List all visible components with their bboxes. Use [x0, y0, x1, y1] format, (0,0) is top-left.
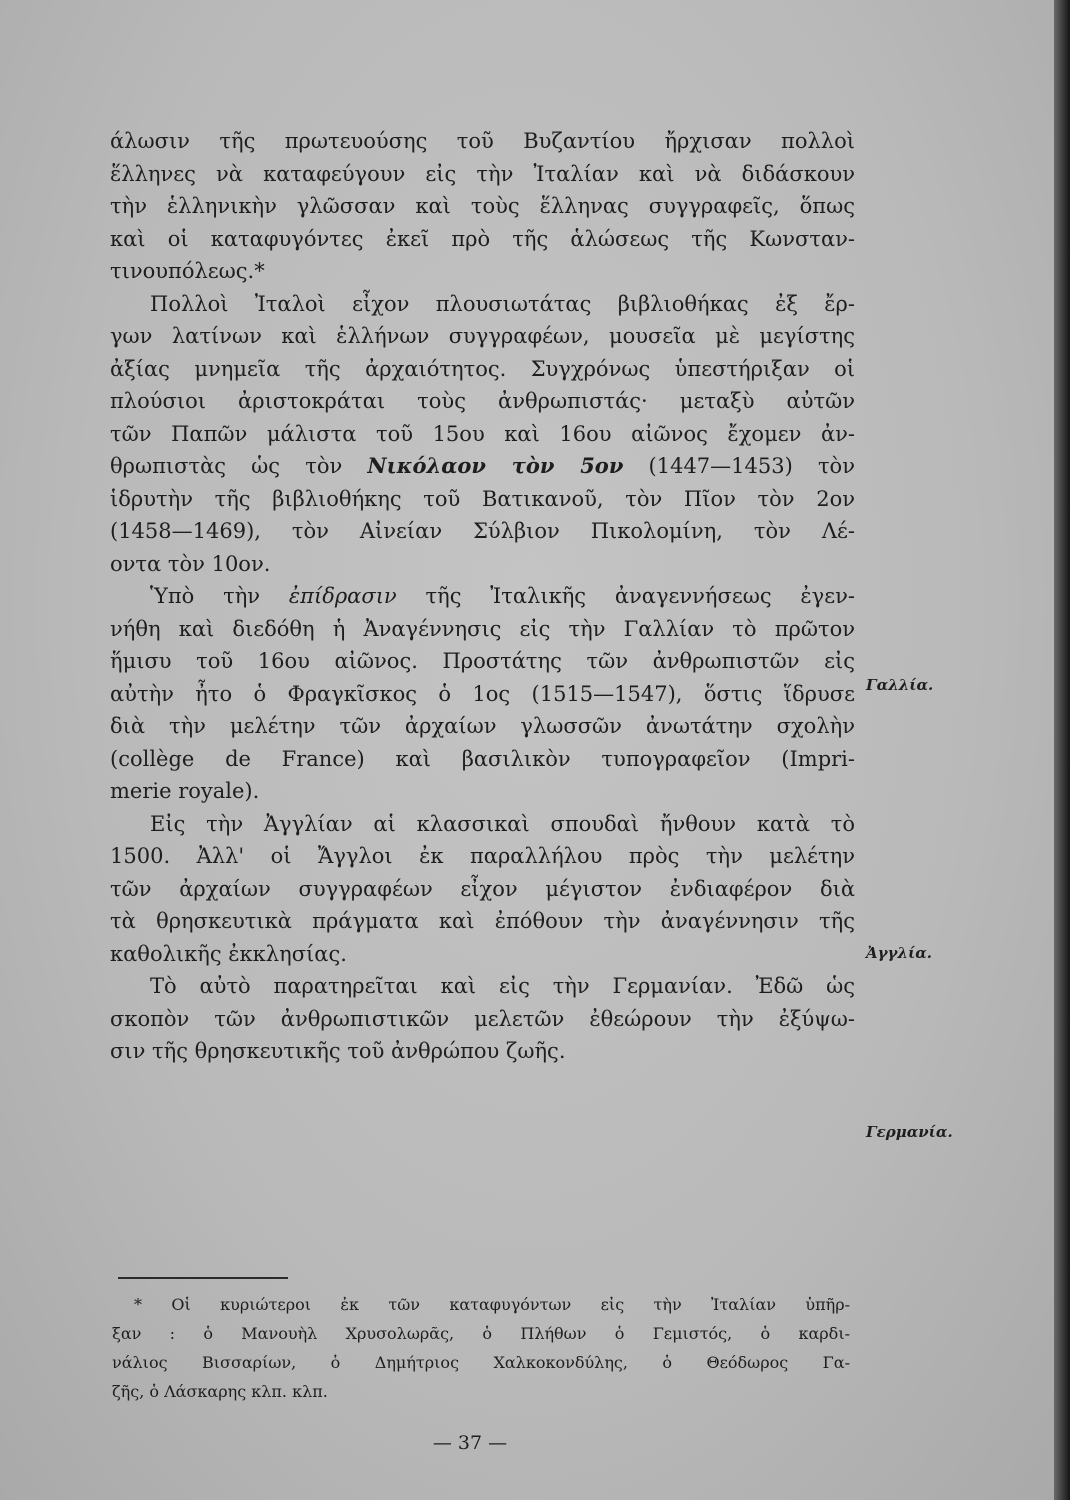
text-line: τῶν ἀρχαίων συγγραφέων εἶχον μέγιστον ἐνδιαφέρον διὰ — [110, 876, 855, 901]
text-line: τῶν Παπῶν μάλιστα τοῦ 15ου καὶ 16ου αἰῶνος ἔχομεν ἀν- — [110, 421, 855, 446]
text-line: (1458—1469), τὸν Αἰνείαν Σύλβιον Πικολομίνη, τὸν Λέ- — [110, 519, 855, 543]
main-text — [110, 125, 855, 1068]
text-line: τὴν ἑλληνικὴν γλῶσσαν καὶ τοὺς ἕλληνας συγγραφεῖς, ὅπως — [110, 194, 855, 218]
text-line: ἕλληνες νὰ καταφεύγουν εἰς τὴν Ἰταλίαν καὶ νὰ διδάσκουν — [110, 161, 855, 186]
text-line: οντα τὸν 10ον. — [110, 551, 271, 576]
text-line: αὐτὴν ἦτο ὁ Φραγκῖσκος ὁ 1ος (1515—1547), ὅστις ἵδρυσε — [110, 681, 855, 706]
text-line: τὰ θρησκευτικὰ πράγματα καὶ ἐπόθουν τὴν ἀναγέννησιν τῆς — [110, 909, 855, 933]
footnote — [112, 1290, 850, 1406]
margin-note-germany: Γερμανία. — [866, 1123, 953, 1141]
text-line — [110, 450, 855, 483]
page-number: — 37 — — [432, 1432, 508, 1454]
text-line: Πολλοὶ Ἰταλοὶ εἶχον πλουσιωτάτας βιβλιοθήκας ἐξ ἔρ- — [150, 291, 855, 316]
text-line: νήθη καὶ διεδόθη ἡ Ἀναγέννησις εἰς τὴν Γαλλίαν τὸ πρῶτον — [110, 616, 855, 641]
text-fragment: Ὑπὸ τὴν — [150, 584, 261, 608]
page-edge-shadow — [1054, 0, 1070, 1500]
text-line: Εἰς τὴν Ἀγγλίαν αἱ κλασσικαὶ σπουδαὶ ἤνθουν κατὰ τὸ — [150, 811, 855, 836]
text-line: ἱδρυτὴν τῆς βιβλιοθήκης τοῦ Βατικανοῦ, τὸν Πῖον τὸν 2ον — [110, 486, 855, 511]
text-line: άλωσιν τῆς πρωτευούσης τοῦ Βυζαντίου ἤρχισαν πολλοὶ — [110, 129, 855, 153]
text-line: γων λατίνων καὶ ἑλλήνων συγγραφέων, μουσεῖα μὲ μεγίστης — [110, 324, 855, 348]
footnote-line: ζῆς, ὁ Λάσκαρης κλπ. κλπ. — [112, 1382, 328, 1401]
margin-note-england: Ἀγγλία. — [866, 944, 932, 962]
footnote-line: ξαν : ὁ Μανουὴλ Χρυσολωρᾶς, ὁ Πλήθων ὁ Γεμιστός, ὁ καρδι- — [112, 1324, 850, 1343]
text-line: Τὸ αὐτὸ παρατηρεῖται καὶ εἰς τὴν Γερμανίαν. Ἐδῶ ὡς — [150, 974, 855, 998]
text-line: σκοπὸν τῶν ἀνθρωπιστικῶν μελετῶν ἐθεώρουν τὴν ἐξύψω- — [110, 1006, 855, 1031]
footnote-line: * Οἱ κυριώτεροι ἐκ τῶν καταφυγόντων εἰς τὴν Ἰταλίαν ὑπῆρ- — [134, 1295, 850, 1314]
text-line: ἥμισυ τοῦ 16ου αἰῶνος. Προστάτης τῶν ἀνθρωπιστῶν εἰς — [110, 649, 855, 673]
margin-note-france: Γαλλία. — [866, 676, 934, 694]
emphasized-word: ἐπίδρασιν — [288, 584, 397, 608]
text-line: (collège de France) καὶ βασιλικὸν τυπογραφεῖον (Impri- — [110, 746, 855, 771]
footnote-line: νάλιος Βισσαρίων, ὁ Δημήτριος Χαλκοκονδύλης, ὁ Θεόδωρος Γα- — [112, 1353, 850, 1372]
text-line: πλούσιοι ἀριστοκράται τοὺς ἀνθρωπιστάς· μεταξὺ αὐτῶν — [110, 389, 855, 413]
text-line — [110, 580, 855, 613]
text-line: διὰ τὴν μελέτην τῶν ἀρχαίων γλωσσῶν ἀνωτάτην σχολὴν — [110, 714, 855, 738]
footnote-divider — [118, 1277, 288, 1279]
text-line: merie royale). — [110, 779, 260, 803]
emphasized-name: Νικόλαον τὸν 5ον — [367, 453, 624, 478]
text-fragment: θρωπιστὰς ὡς τὸν — [110, 454, 343, 478]
text-line: καθολικῆς ἐκκλησίας. — [110, 941, 347, 966]
text-line: τινουπόλεως.* — [110, 259, 265, 283]
text-line: ἀξίας μνημεῖα τῆς ἀρχαιότητος. Συγχρόνως ὑπεστήριξαν οἱ — [110, 356, 855, 381]
text-line: σιν τῆς θρησκευτικῆς τοῦ ἀνθρώπου ζωῆς. — [110, 1039, 566, 1063]
text-fragment: (1447—1453) τὸν — [648, 454, 855, 478]
text-line: 1500. Ἀλλ' οἱ Ἄγγλοι ἐκ παραλλήλου πρὸς τὴν μελέτην — [110, 844, 855, 868]
text-line: καὶ οἱ καταφυγόντες ἐκεῖ πρὸ τῆς ἁλώσεως τῆς Κωνσταν- — [110, 226, 855, 251]
text-fragment: τῆς Ἰταλικῆς ἀναγεννήσεως ἐγεν- — [425, 584, 855, 608]
